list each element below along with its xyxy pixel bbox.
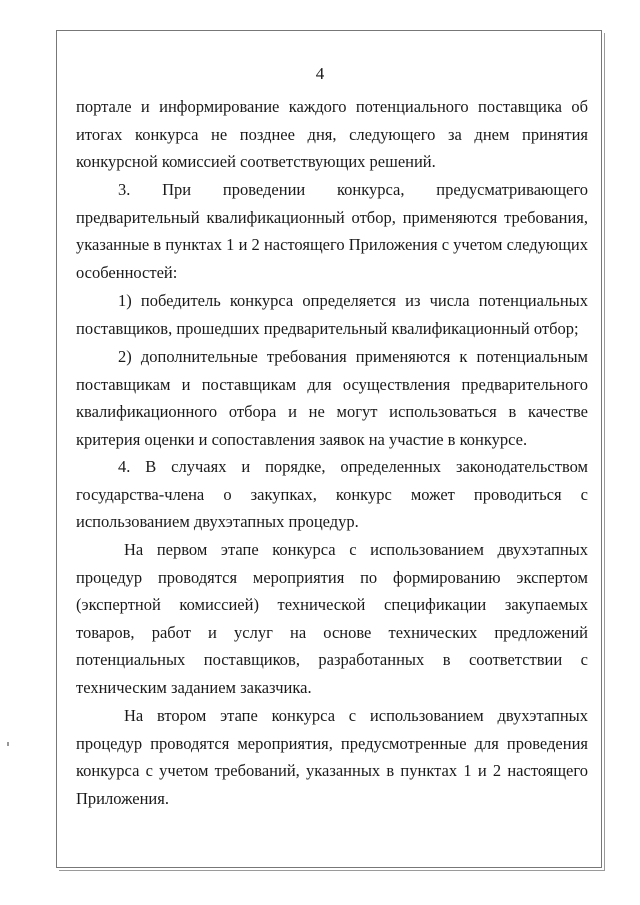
item-3-block <box>76 176 588 286</box>
item-4-stage-2-block <box>76 702 588 812</box>
scan-artifact <box>7 742 9 746</box>
item-3-paragraph: 3. При проведении конкурса, предусматривающего предварительный квалификационный отбор, применяются требования, указанные в пунктах 1 и 2 настоящего Приложения с учетом следующих особенностей: <box>76 180 588 282</box>
item-4-stage-1-paragraph: На первом этапе конкурса с использованием двухэтапных процедур проводятся мероприятия по формированию экспертом (экспертной комиссией) технической спецификации закупаемых товаров, работ и услуг на основе технических предложений потенциальных поставщиков, разработанных в соответствии с техническим заданием заказчика. <box>76 540 588 697</box>
paragraph-continuation-block <box>76 93 588 176</box>
item-3-2-paragraph: 2) дополнительные требования применяются к потенциальным поставщикам и поставщикам для осуществления предварительного квалификационного отбора и не могут использоваться в качестве критерия оценки и сопоставления заявок на участие в конкурсе. <box>76 347 588 449</box>
item-4-stage-1-block <box>76 536 588 702</box>
paragraph-continuation: портале и информирование каждого потенциального поставщика об итогах конкурса не позднее дня, следующего за днем принятия конкурсной комиссией соответствующих решений. <box>76 97 588 172</box>
item-4-block <box>76 453 588 536</box>
item-3-2-block <box>76 343 588 453</box>
item-3-1-paragraph: 1) победитель конкурса определяется из числа потенциальных поставщиков, прошедших предварительный квалификационный отбор; <box>76 291 588 338</box>
item-4-stage-2-paragraph: На втором этапе конкурса с использованием двухэтапных процедур проводятся мероприятия, предусмотренные для проведения конкурса с учетом требований, указанных в пунктах 1 и 2 настоящего Приложения. <box>76 706 588 808</box>
page-number: 4 <box>315 64 325 83</box>
item-3-1-block <box>76 287 588 342</box>
item-4-paragraph: 4. В случаях и порядке, определенных законодательством государства-члена о закупках, конкурс может проводиться с использованием двухэтапных процедур. <box>76 457 588 532</box>
